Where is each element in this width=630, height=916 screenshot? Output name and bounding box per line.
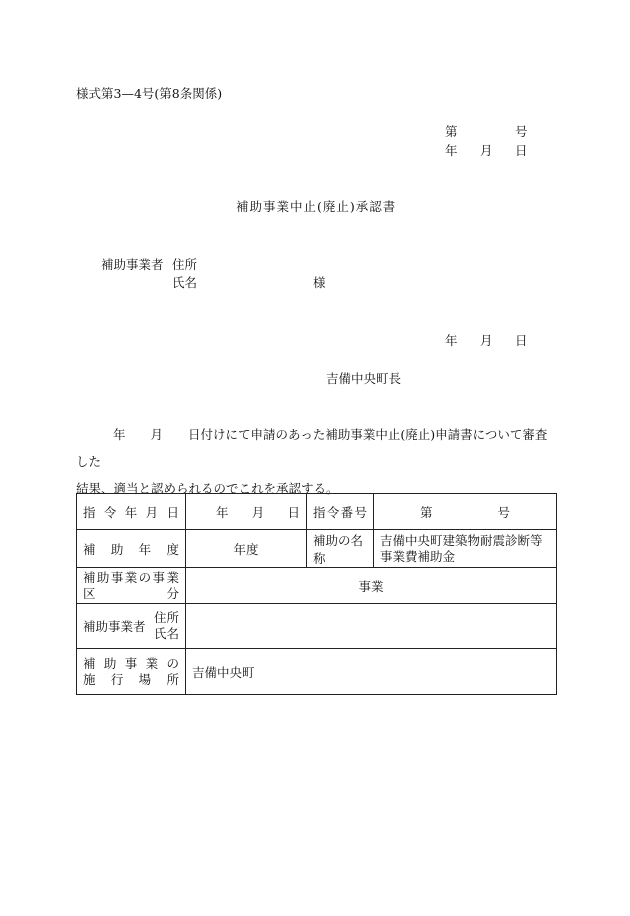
addressee-label: 補助事業者 — [101, 257, 164, 272]
table-row-grantee — [77, 604, 557, 649]
fiscal-year-label: 補 助 年 度 — [77, 530, 186, 568]
addressee-address-label: 住所 — [172, 257, 198, 272]
addressee-honorific: 様 — [313, 275, 326, 290]
location-label-line-1: 補 助 事 業 の — [83, 655, 179, 671]
subsidy-name-value: 吉備中央町建築物耐震診断等事業費補助金 — [374, 530, 557, 568]
category-label-ku: 区 — [83, 585, 96, 601]
body-paragraph — [76, 421, 556, 502]
issue-date-day: 日 — [515, 333, 528, 348]
body-line-1-text: 日付けにて申請のあった補助事業中止(廃止)申請書について審査した — [76, 427, 548, 469]
category-label-line-2 — [83, 586, 179, 602]
fiscal-year-value: 年度 — [186, 530, 307, 568]
header-date-year: 年 — [445, 143, 458, 158]
directive-number-dai: 第 — [420, 504, 433, 520]
grantee-sublabels — [154, 610, 179, 642]
issue-date-year: 年 — [445, 333, 458, 348]
table-row-fiscal-year — [77, 530, 557, 568]
category-value: 事業 — [186, 568, 557, 604]
location-label-line-2: 施 行 場 所 — [83, 671, 179, 687]
subsidy-name-label: 補助の名称 — [307, 530, 374, 568]
directive-date-day: 日 — [287, 504, 300, 520]
form-number: 様式第3—4号(第8条関係) — [76, 86, 223, 101]
category-label-line-1: 補 助 事 業 の 事 業 — [83, 569, 179, 585]
grantee-label-text: 補助事業者 — [83, 619, 146, 634]
doc-number-dai: 第 — [445, 124, 458, 139]
category-label — [77, 568, 186, 604]
doc-number-go: 号 — [515, 124, 528, 139]
grantee-label — [77, 604, 186, 649]
body-month: 月 — [150, 427, 164, 442]
header-date-day: 日 — [515, 143, 528, 158]
grantee-address-label: 住所 — [153, 610, 179, 625]
directive-date-label — [77, 494, 186, 530]
body-line-1 — [76, 421, 556, 475]
document-title: 補助事業中止(廃止)承認書 — [236, 199, 397, 214]
table-row-directive — [77, 494, 557, 530]
body-year: 年 — [113, 427, 126, 442]
directive-number-go: 号 — [497, 504, 510, 520]
table-row-category — [77, 568, 557, 604]
issue-date-month: 月 — [480, 333, 493, 348]
directive-date-label-text: 指 令 年 月 日 — [83, 504, 179, 520]
issuer: 吉備中央町長 — [326, 371, 402, 386]
directive-number-label: 指 令 番 号 — [307, 494, 374, 530]
directive-date-cell — [186, 494, 307, 530]
category-label-bun: 分 — [166, 585, 179, 601]
grantee-name-label: 氏名 — [153, 626, 179, 641]
directive-number-cell — [374, 494, 557, 530]
grantee-value — [186, 604, 557, 649]
directive-date-year: 年 — [216, 504, 229, 520]
location-label — [77, 649, 186, 695]
directive-date-month: 月 — [251, 504, 265, 520]
header-date-month: 月 — [480, 143, 493, 158]
location-value: 吉備中央町 — [186, 649, 557, 695]
approval-table — [76, 493, 557, 695]
addressee-name-label: 氏名 — [172, 275, 198, 290]
table-row-location — [77, 649, 557, 695]
body-line-2: 結果、適当と認められるのでこれを承認する。 — [76, 481, 339, 496]
